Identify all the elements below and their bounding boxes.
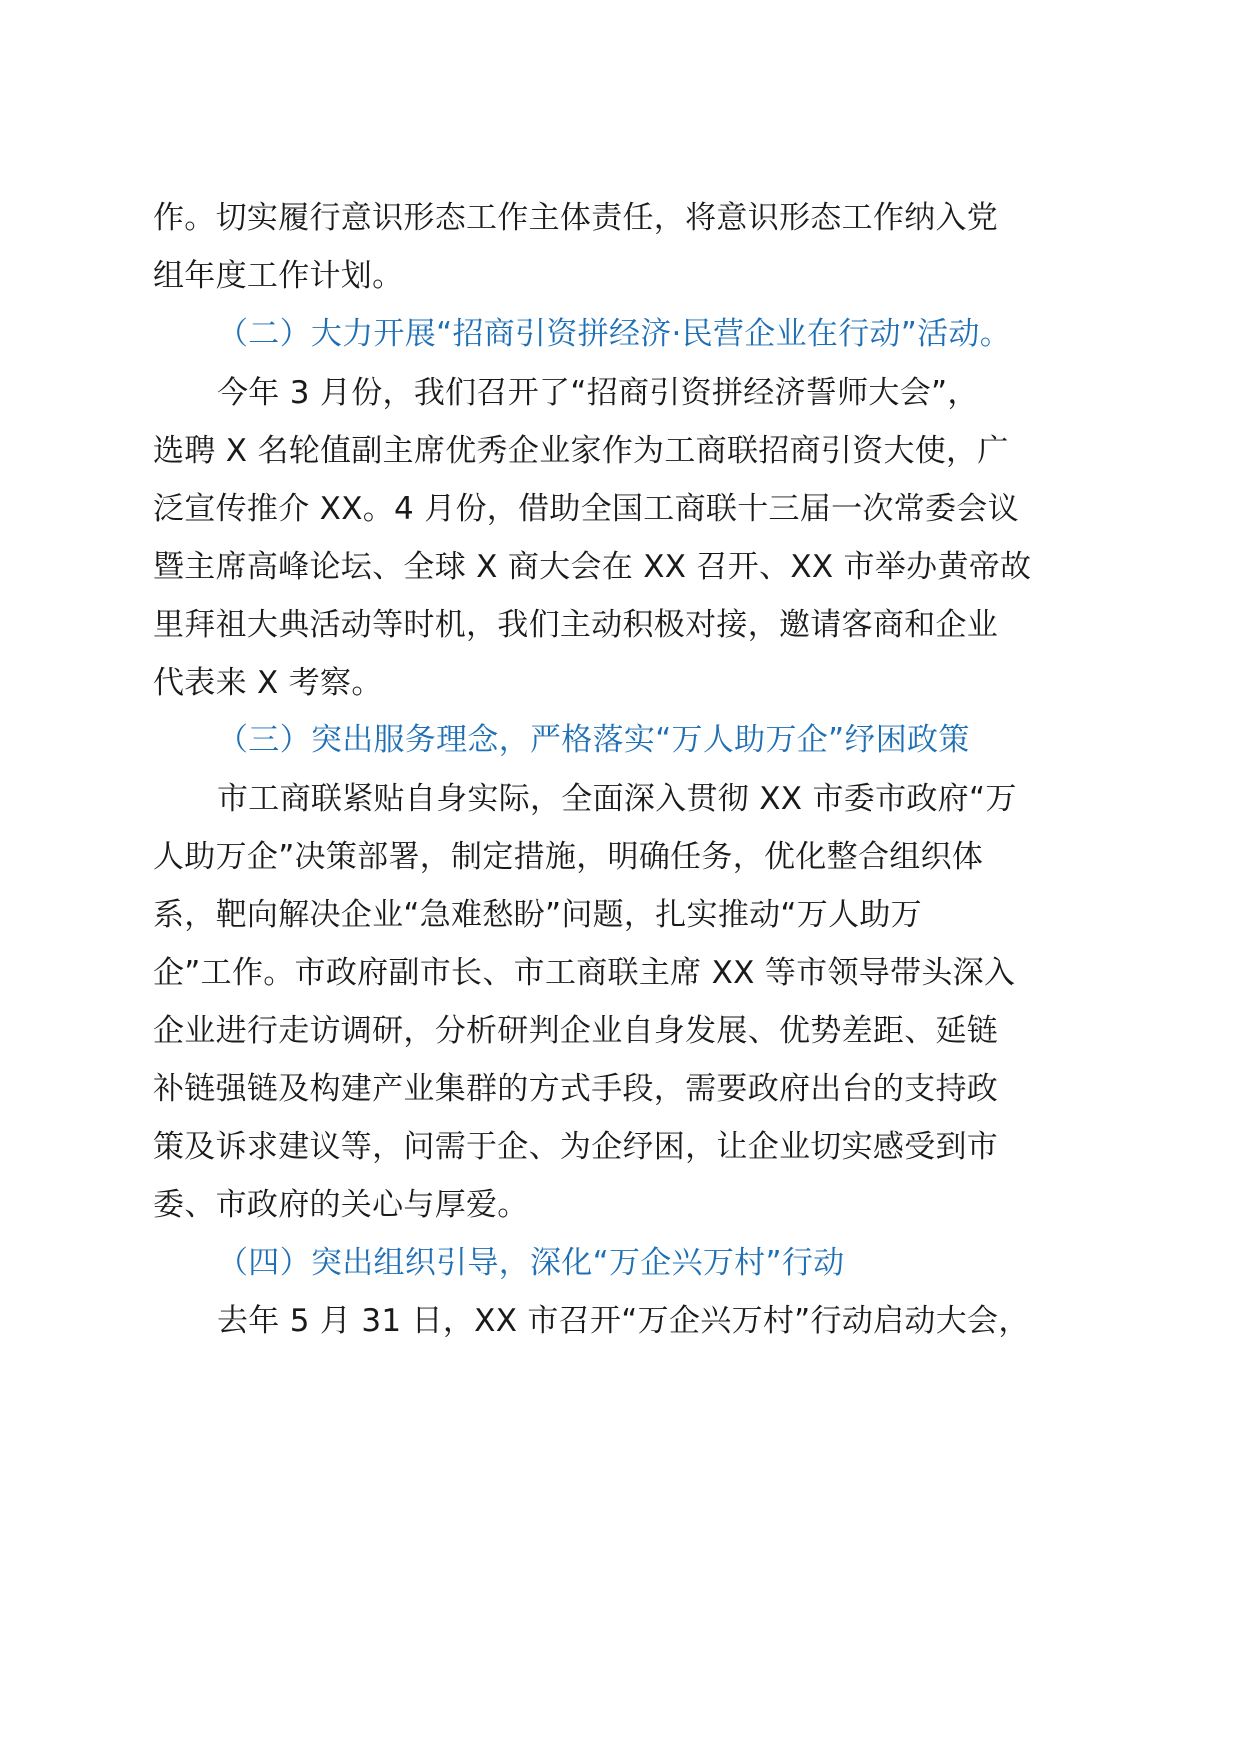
section-heading-2: （二）大力开展“招商引资拼经济·民营企业在行动”活动。 (217, 316, 1012, 352)
paragraph-line: 委、市政府的关心与厚爱。 (153, 1187, 529, 1223)
paragraph-line: 泛宣传推介 XX。4 月份，借助全国工商联十三届一次常委会议 (153, 491, 1019, 527)
paragraph-line: 暨主席高峰论坛、全球 X 商大会在 XX 召开、XX 市举办黄帝故 (153, 549, 1032, 585)
section-heading-3: （三）突出服务理念，严格落实“万人助万企”纾困政策 (217, 722, 970, 758)
paragraph-line: 企业进行走访调研，分析研判企业自身发展、优势差距、延链 (153, 1013, 999, 1049)
paragraph-line: 补链强链及构建产业集群的方式手段，需要政府出台的支持政 (153, 1071, 999, 1107)
paragraph-line: 企”工作。市政府副市长、市工商联主席 XX 等市领导带头深入 (153, 955, 1016, 991)
paragraph-line: 策及诉求建议等，问需于企、为企纾困，让企业切实感受到市 (153, 1129, 999, 1165)
paragraph-line: 人助万企”决策部署，制定措施，明确任务，优化整合组织体 (153, 839, 984, 875)
paragraph-line: 去年 5 月 31 日，XX 市召开“万企兴万村”行动启动大会， (217, 1303, 1030, 1339)
paragraph-line: 作。切实履行意识形态工作主体责任，将意识形态工作纳入党 (153, 200, 999, 236)
section-heading-4: （四）突出组织引导，深化“万企兴万村”行动 (217, 1245, 845, 1281)
paragraph-line: 今年 3 月份，我们召开了“招商引资拼经济誓师大会”， (217, 375, 979, 411)
paragraph-line: 选聘 X 名轮值副主席优秀企业家作为工商联招商引资大使，广 (153, 433, 1009, 469)
paragraph-line: 代表来 X 考察。 (153, 665, 383, 701)
paragraph-line: 组年度工作计划。 (153, 258, 404, 294)
paragraph-line: 系，靶向解决企业“急难愁盼”问题，扎实推动“万人助万 (153, 897, 922, 933)
paragraph-line: 市工商联紧贴自身实际，全面深入贯彻 XX 市委市政府“万 (217, 781, 1017, 817)
paragraph-line: 里拜祖大典活动等时机，我们主动积极对接，邀请客商和企业 (153, 607, 999, 643)
